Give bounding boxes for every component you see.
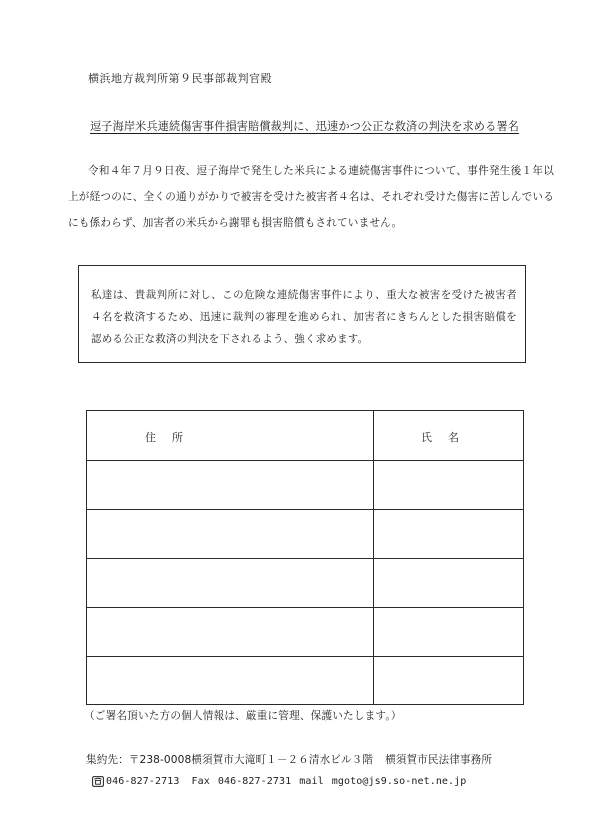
contact-fax: 046-827-2731 (217, 776, 292, 787)
table-row-line (87, 558, 523, 559)
request-box (78, 265, 526, 363)
contact-address-line (86, 752, 492, 767)
contact-email: mgoto@js9.so-net.ne.jp (331, 776, 467, 787)
name-column-header: 氏名 (421, 431, 475, 444)
fax-label: Fax (191, 776, 210, 787)
contact-label: 集約先： (86, 754, 129, 766)
addressee: 横浜地方裁判所第９民事部裁判官殿 (88, 72, 272, 85)
telephone-icon (92, 776, 104, 787)
contact-postal-address: 〒238-0008横須賀市大滝町１－２６清水ビル３階 (128, 754, 374, 766)
table-row-line (87, 656, 523, 657)
table-row-line (87, 607, 523, 608)
contact-numbers-line (92, 776, 466, 787)
request-text: 私達は、貴裁判所に対し、この危険な連続傷害事件により、重大な被害を受けた被害者４名を救済するため、迅速に裁判の審理を進められ、加害者にきちんとした損害賠償を認める公正な救済の判決を下されるよう、強く求めます。 (91, 289, 517, 345)
signature-table (86, 410, 524, 705)
privacy-note: （ご署名頂いた方の個人情報は、厳重に管理、保護いたします。） (84, 710, 402, 722)
table-row-line (87, 509, 523, 510)
contact-phone: 046-827-2713 (106, 776, 180, 787)
mail-label: mail (299, 776, 324, 787)
address-column-header: 住所 (145, 431, 199, 444)
contact-office: 横須賀市民法律事務所 (385, 754, 493, 766)
intro-paragraph: 令和４年７月９日夜、逗子海岸で発生した米兵による連続傷害事件について、事件発生後１年以上が経つのに、全くの通りがかりで被害を受けた被害者４名は、それぞれ受けた傷害に苦しんでいるにも係わらず、加害者の米兵から謝罪も損害賠償もされていません。 (68, 165, 554, 229)
table-row-line (87, 460, 523, 461)
petition-title: 逗子海岸米兵連続傷害事件損害賠償裁判に、迅速かつ公正な救済の判決を求める署名 (90, 120, 519, 133)
